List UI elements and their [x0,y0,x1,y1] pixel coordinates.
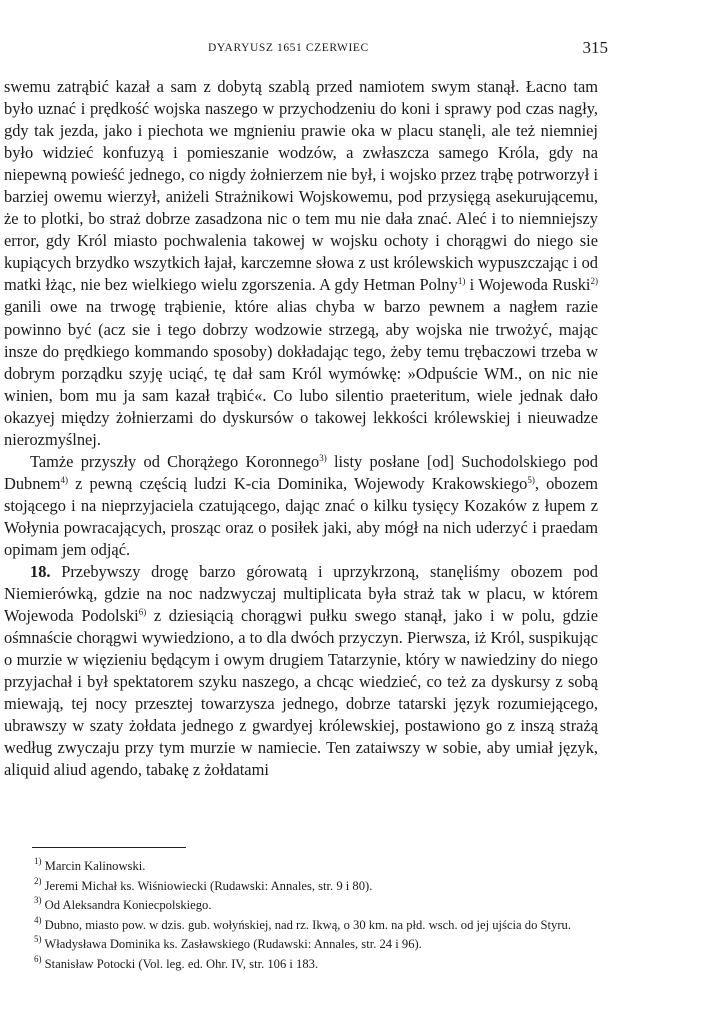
footnote-text: Władysława Dominika ks. Zasławskiego (Rudawski: Annales, str. 24 i 96). [44,937,422,952]
footnote-number: 6) [34,953,42,964]
text-run: z dziesiącią chorągwi pułku swego stanął, jako i w polu, gdzie ośmnaście chorągwi wywiedziono, a to dla dwóch przyczyn. Pierwsza, iż Król, suspikując o murzie w więzieniu będącym i owym drugiem Tatarzynie, który w nawiedziny do niego przyjachał i był spektatorem szyku naszego, a chcąc wiedzieć, co też za dyskursy z sobą miewają, tej nocy przesztej towarzysza jednego, dobrze tatarski język rozumiejącego, ubrawszy w szaty żołdata jednego z gwardyej królewskiej, postawiono go z inszą strażą według zwyczaju przy tym murzie w namiecie. Ten zataiwszy w sobie, aby umiał język, aliquid aliud agendo, tabakę z żołdatami [4,606,598,780]
text-run: listy posłane [od] Suchodolskiego pod Dubnem [4,451,598,493]
footnote [4,877,600,897]
running-head: DYARYUSZ 1651 CZERWIEC [208,42,369,54]
footnote-text: Stanisław Potocki (Vol. leg. ed. Ohr. IV, str. 106 i 183. [44,956,319,971]
footnote-text: Jeremi Michał ks. Wiśniowiecki (Rudawski: Annales, str. 9 i 80). [44,878,373,893]
footnote-number: 1) [34,856,42,866]
text-run: z pewną częścią ludzi K-cia Dominika, Wojewody Krakowskiego [67,473,528,493]
footnote-text: Od Aleksandra Koniecpolskiego. [44,898,212,913]
footnote [4,955,600,975]
footnote [4,935,600,955]
text-run: ganili owe na trwogę trąbienie, które alias chyba w barzo pewnem a nagłem razie powinno być (acz sie i tego dobrzy wodzowie strzegą, aby wojska nie trwożyć, mając insze do prędkiego kommando sposoby) dokładając tego, żeby temu trębaczowi trzeba w dobrym porządku szyję uciąć, tę dał sam Król wymówkę: »Odpuście WM., on nic nie winien, bom mu ja sam kazał trąbić«. Co lubo silentio praeteritum, wiele jednak dało okazyej między żołnierzami do dyskursów o takowej lekkości królewskiej i nieuwadze nierozmyślnej. [4,297,598,449]
page-number: 315 [582,38,608,57]
text-run: i Wojewoda Ruski [465,275,591,295]
footnote-ref: 2) [590,276,598,287]
main-text [4,76,598,782]
paragraph [4,451,598,561]
text-run: Przebywszy drogę barzo górowatą i uprzykrzoną, stanęliśmy obozem pod Niemierówką, gdzie na noc nadzwyczaj multiplicata była straż tak w placu, w którem Wojewoda Podolski [4,562,598,626]
footnote [4,857,600,877]
page-header [0,38,720,62]
footnote-ref: 1) [457,276,466,287]
footnote-ref: 5) [527,474,535,485]
paragraph [4,76,598,451]
footnote-ref: 4) [60,474,68,485]
paragraph [4,561,598,781]
footnote-number: 5) [34,934,42,945]
footnote-text: Marcin Kalinowski. [44,859,146,873]
text-run: swemu zatrąbić kazał a sam z dobytą szablą przed namiotem swym stanął. Łacno tam było uznać i prędkość wojska naszego w przychodzeniu do koni i sprawy pod czas nagły, gdy tak jezda, jako i piechota we mgnieniu prawie oka w placu stanęli, ale też niemniej było widzieć konfuzyą i pomieszanie wodzów, a zwłaszcza samego Króla, gdy na niepewną powieść jednego, co nigdy żołnierzem nie był, i wojsko przez trąbę potrworzył i barziej owemu wierzył, aniżeli Strażnikowi Wojskowemu, pod przysięgą asekurującemu, że to plotki, bo straż dobrze zasadzona nic o tem mu nie dała znać. Aleć i to niemniejszy error, gdy Król miasto pochwalenia takowej w wojsku ochoty i chorągwi do niego sie kupiących brzydko wszytkich łajał, karczemne słowa z ust królewskich wypuszczając i od matki łżąc, nie bez wielkiego wielu zgorszenia. A gdy Hetman Polny [4,77,598,295]
footnote-divider [32,847,186,848]
footnote-number: 2) [34,875,42,886]
footnotes [4,857,600,975]
footnote-ref: 6) [138,607,147,618]
footnote [4,916,600,936]
section-number: 18. [30,562,51,582]
footnote-text: Dubno, miasto pow. w dzis. gub. wołyńskiej, nad rz. Ikwą, o 30 km. na płd. wsch. od jej ujścia do Styru. [44,917,571,932]
text-run: Tamże przyszły od Chorążego Koronnego [30,451,320,471]
footnote-number: 4) [34,914,42,925]
footnote [4,896,600,916]
footnote-number: 3) [34,895,42,906]
text-run: , obozem stojącego i na nieprzyjaciela czatującego, dając znać o kilku tysięcy Kozaków z łupem z Wołynia powracających, prosząc oraz o posiłek jaki, aby mógł na nich uderzyć i praedam opimam jem odjąć. [4,473,598,559]
footnote-ref: 3) [319,452,327,463]
